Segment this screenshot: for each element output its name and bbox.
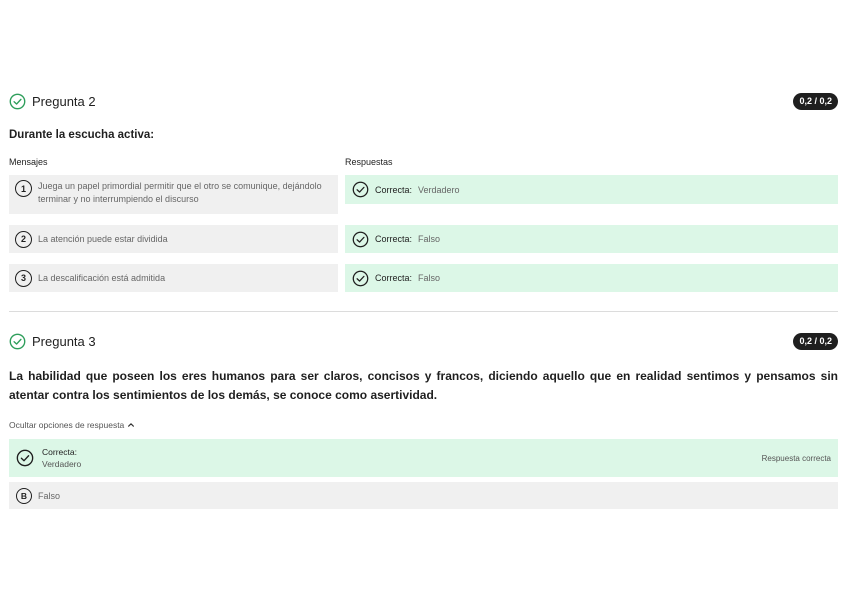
answer-value: Falso (418, 273, 441, 283)
chevron-up-icon (127, 421, 135, 429)
question-3-title: Pregunta 3 (32, 333, 96, 349)
question-2-title-wrap (9, 93, 96, 110)
message-number-badge: 1 (15, 180, 32, 197)
question-3-title-wrap (9, 333, 96, 350)
question-3-header (9, 332, 838, 350)
message-text: La atención puede estar dividida (38, 233, 168, 244)
check-circle-icon (352, 181, 369, 198)
question-2-score-badge: 0,2 / 0,2 (793, 93, 838, 110)
question-3-score-badge: 0,2 / 0,2 (793, 333, 838, 350)
question-3-prompt: La habilidad que poseen los eres humanos para ser claros, concisos y francos, diciendo aquello que en realidad sentimos y pensamos sin atentar contra los sentimientos de los demás, se conoce como asertividad. (9, 369, 838, 402)
answer-value: Falso (418, 234, 441, 244)
answer-correct-label: Correcta: (375, 273, 413, 283)
answer-value: Verdadero (418, 184, 460, 195)
option-a-correct-label: Correcta: (42, 447, 77, 457)
option-a-value: Verdadero (42, 459, 82, 469)
answer-row-1 (345, 175, 838, 204)
answer-row-2 (345, 225, 838, 253)
check-circle-icon (352, 231, 369, 248)
check-circle-icon (9, 93, 26, 110)
question-2-header (9, 92, 838, 110)
message-text: La descalificación está admitida (38, 272, 166, 283)
message-row-2 (9, 225, 338, 253)
answer-correct-label: Correcta: (375, 234, 413, 244)
hide-answer-options-toggle[interactable] (9, 420, 135, 430)
message-number-badge: 3 (15, 270, 32, 287)
correct-answer-tag: Respuesta correcta (761, 453, 831, 463)
message-text: Juega un papel primordial permitir que el otro se comunique, dejándolo terminar y no interrumpiendo el discurso (38, 181, 322, 204)
option-letter-badge: B (16, 488, 32, 504)
answers-column-header: Respuestas (345, 157, 393, 167)
message-row-1 (9, 175, 338, 214)
question-2-title: Pregunta 2 (32, 93, 96, 109)
messages-column-header: Mensajes (9, 157, 48, 167)
toggle-label: Ocultar opciones de respuesta (9, 420, 125, 430)
section-divider (9, 311, 838, 312)
message-row-3 (9, 264, 338, 292)
answer-option-b (9, 482, 838, 509)
answer-row-3 (345, 264, 838, 292)
check-circle-icon (352, 270, 369, 287)
question-2-prompt: Durante la escucha activa: (9, 129, 155, 141)
option-b-value: Falso (38, 490, 61, 501)
option-a-text (42, 446, 81, 470)
message-number-badge: 2 (15, 231, 32, 248)
check-circle-icon (9, 333, 26, 350)
check-circle-icon (16, 449, 34, 467)
answer-option-a (9, 439, 838, 477)
answer-correct-label: Correcta: (375, 184, 413, 195)
